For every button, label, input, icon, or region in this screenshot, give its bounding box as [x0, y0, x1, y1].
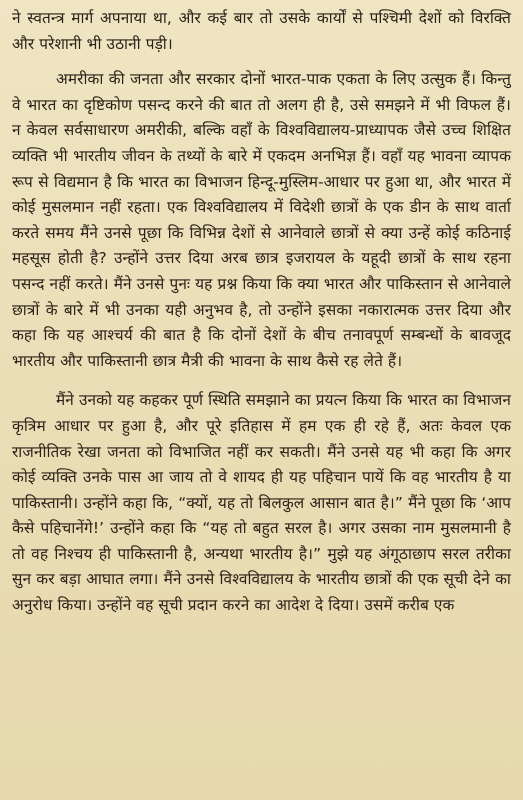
paragraph-gap [12, 374, 511, 388]
paragraph-america-perception: अमरीका की जनता और सरकार दोनों भारत-पाक एकता के लिए उत्सुक हैं। किन्तु वे भारत का दृष्टिकोण पसन्द करने की बात तो अलग ही है, उसे समझने में भी विफल हैं। न केवल सर्वसाधारण अमरीकी, बल्कि वहाँ के विश्वविद्यालय-प्राध्यापक जैसे उच्च शिक्षित व्यक्ति भी भारतीय जीवन के तथ्यों के बारे में एकदम अनभिज्ञ हैं। वहाँ यह भावना व्यापक रूप से विद्यमान है कि भारत का विभाजन हिन्दू-मुस्लिम-आधार पर हुआ था, और भारत में कोई मुसलमान नहीं रहता। एक विश्वविद्यालय में विदेशी छात्रों के एक डीन के साथ वार्ता करते समय मैंने उनसे पूछा कि विभिन्न देशों से आनेवाले छात्रों से क्या उन्हें कोई कठिनाई महसूस होती है? उन्होंने उत्तर दिया अरब छात्र इजरायल के यहूदी छात्रों के साथ रहना पसन्द नहीं करते। मैंने उनसे पुनः यह प्रश्न किया कि क्या भारत और पाकिस्तान से आनेवाले छात्रों के बारे में भी उनका यही अनुभव है, तो उन्होंने इसका नकारात्मक उत्तर दिया और कहा कि यह आश्चर्य की बात है कि दोनों देशों के बीच तनावपूर्ण सम्बन्धों के बावजूद भारतीय और पाकिस्तानी छात्र मैत्री की भावना के साथ कैसे रह लेते हैं। [12, 70, 511, 370]
paragraph-gap [12, 57, 511, 67]
paragraph-explanation: मैंने उनको यह कहकर पूर्ण स्थिति समझाने का प्रयत्न किया कि भारत का विभाजन कृत्रिम आधार पर हुआ है, और पूरे इतिहास में हम एक ही रहे हैं, अतः केवल एक राजनीतिक रेखा जनता को विभाजित नहीं कर सकती। मैंने उनसे यह भी कहा कि अगर कोई व्यक्ति उनके पास आ जाय तो वे शायद ही यह पहिचान पायें कि वह भारतीय है या पाकिस्तानी। उन्होंने कहा कि, “क्यों, यह तो बिलकुल आसान बात है।” मैंने पूछा कि ‘आप कैसे पहिचानेंगे!’ उन्होंने कहा कि “यह तो बहुत सरल है। अगर उसका नाम मुसलमानी है तो वह निश्चय ही पाकिस्तानी है, अन्यथा भारतीय है।” मुझे यह अंगूठाछाप सरल तरीका सुन कर बड़ा आघात लगा। मैंने उनसे विश्वविद्यालय के भारतीय छात्रों की एक सूची देने का अनुरोध किया। उन्होंने वह सूची प्रदान करने का आदेश दे दिया। उसमें करीब एक [12, 391, 511, 615]
paragraph-continuation: ने स्वतन्त्र मार्ग अपनाया था, और कई बार तो उसके कार्यों से पश्चिमी देशों को विरक्ति और परेशानी भी उठानी पड़ी। [12, 9, 511, 53]
